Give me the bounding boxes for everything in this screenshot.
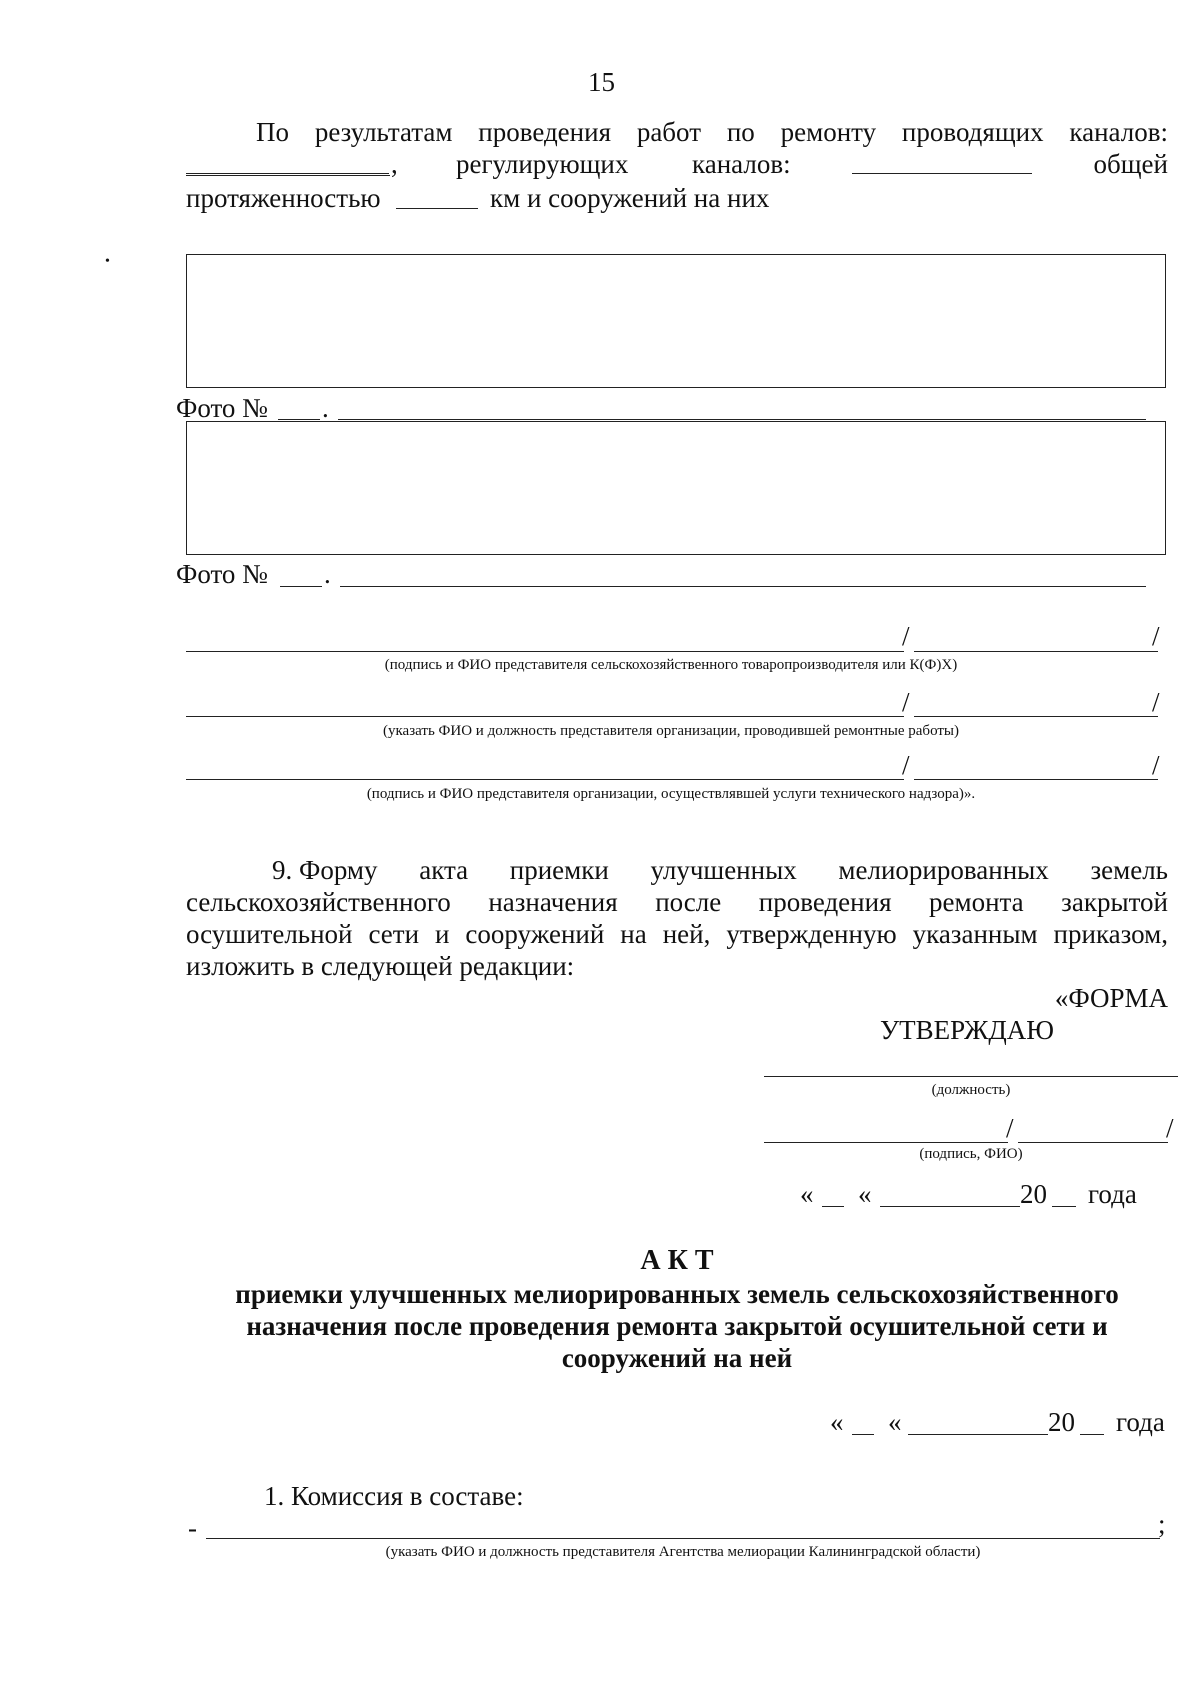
signature-2-slash-2: / <box>1152 687 1160 717</box>
approve-month-blank[interactable] <box>880 1206 1020 1207</box>
signature-2-slash-1: / <box>902 687 910 717</box>
act-subtitle-line-2: назначения после проведения ремонта закрытой осушительной сети и <box>246 1311 1108 1341</box>
length-blank[interactable] <box>396 208 478 209</box>
item9-word: после <box>655 887 722 917</box>
approve-signature-caption: (подпись, ФИО) <box>919 1146 1023 1162</box>
item9-word: приказом, <box>1053 919 1168 949</box>
photo-2-label: Фото № <box>176 559 268 589</box>
act-date-year-word: года <box>1116 1407 1165 1437</box>
approve-label: УТВЕРЖДАЮ <box>880 1015 1055 1045</box>
act-month-blank[interactable] <box>908 1434 1048 1435</box>
signature-3-blank[interactable] <box>186 779 904 780</box>
photo-box-1 <box>186 254 1166 388</box>
signature-3-caption: (подпись и ФИО представителя организации, осуществлявшей услуги технического надзора)». <box>366 786 976 802</box>
signature-3-name-blank[interactable] <box>914 779 1158 780</box>
position-blank[interactable] <box>764 1076 1178 1077</box>
signature-3-slash-1: / <box>902 750 910 780</box>
page-number: 15 <box>588 67 615 97</box>
intro-channels: каналов: <box>692 149 791 179</box>
item9-line-1 <box>272 854 1168 886</box>
item9-word: назначения <box>488 887 618 917</box>
item9-word: сельскохозяйственного <box>186 887 451 917</box>
approve-slash-2: / <box>1166 1113 1174 1143</box>
signature-1-blank[interactable] <box>186 651 904 652</box>
act-year-blank[interactable] <box>1080 1434 1104 1435</box>
item9-word: осушительной <box>186 919 353 949</box>
approve-name-blank[interactable] <box>1018 1142 1168 1143</box>
item9-word: земель <box>1090 855 1168 885</box>
stray-dot: • <box>105 254 110 269</box>
item9-word: сети <box>368 919 420 949</box>
item9-word: акта <box>419 855 469 885</box>
signature-1-name-blank[interactable] <box>914 651 1158 652</box>
form-label: «ФОРМА <box>1054 983 1168 1013</box>
intro-length-label: протяженностью <box>186 183 381 213</box>
act-date-open-quote: « <box>830 1407 844 1437</box>
item9-word: ремонта <box>929 887 1024 917</box>
signature-1-slash-2: / <box>1152 621 1160 651</box>
photo-1-dot: . <box>322 393 329 423</box>
signature-3-slash-2: / <box>1152 750 1160 780</box>
photo-1-caption-blank[interactable] <box>338 419 1146 420</box>
approve-date-close-quote: « <box>858 1179 872 1209</box>
regulating-channels-blank[interactable] <box>852 173 1032 174</box>
commission-heading: 1. Комиссия в составе: <box>264 1481 524 1511</box>
commission-member-blank[interactable] <box>206 1538 1160 1539</box>
photo-box-2 <box>186 421 1166 555</box>
act-title: А К Т <box>640 1245 714 1276</box>
item9-word: утвержденную <box>726 919 897 949</box>
position-caption: (должность) <box>931 1082 1011 1098</box>
approve-date-century: 20 <box>1020 1179 1047 1209</box>
photo-1-label: Фото № <box>176 393 268 423</box>
item9-word: сооружений <box>465 919 605 949</box>
act-date-century: 20 <box>1048 1407 1075 1437</box>
item9-word: приемки <box>509 855 609 885</box>
item9-word: мелиорированных <box>838 855 1049 885</box>
intro-total: общей <box>1093 149 1168 179</box>
signature-2-caption: (указать ФИО и должность представителя организации, проводившей ремонтные работы) <box>382 723 959 739</box>
item9-word: на <box>620 919 647 949</box>
commission-caption: (указать ФИО и должность представителя Агентства мелиорации Калининградской области) <box>385 1544 981 1560</box>
act-subtitle-line-1: приемки улучшенных мелиорированных земель сельскохозяйственного <box>235 1279 1119 1309</box>
approve-slash-1: / <box>1006 1113 1014 1143</box>
item9-word: ней, <box>662 919 711 949</box>
intro-comma: , <box>391 149 398 179</box>
item9-line-3 <box>186 918 1168 950</box>
act-subtitle-line-3: сооружений на ней <box>561 1343 793 1373</box>
signature-1-caption: (подпись и ФИО представителя сельскохозяйственного товаропроизводителя или К(Ф)Х) <box>384 657 958 673</box>
approve-signature-blank[interactable] <box>764 1142 1008 1143</box>
intro-line-1: По результатам проведения работ по ремонту проводящих каналов: <box>256 117 1168 147</box>
signature-2-blank[interactable] <box>186 716 904 717</box>
item9-word: указанным <box>912 919 1038 949</box>
signature-2-name-blank[interactable] <box>914 716 1158 717</box>
commission-semicolon: ; <box>1158 1509 1166 1539</box>
act-day-blank[interactable] <box>852 1434 874 1435</box>
signature-1-slash-1: / <box>902 621 910 651</box>
approve-date-open-quote: « <box>800 1179 814 1209</box>
approve-year-blank[interactable] <box>1052 1206 1076 1207</box>
item9-word: проведения <box>758 887 892 917</box>
item9-word: и <box>435 919 450 949</box>
commission-dash: - <box>188 1513 197 1543</box>
item9-line-2 <box>186 886 1168 918</box>
photo-2-number-blank[interactable] <box>280 586 322 587</box>
proving-channels-blank[interactable] <box>186 173 389 174</box>
approve-date-year-word: года <box>1088 1179 1137 1209</box>
act-date-close-quote: « <box>888 1407 902 1437</box>
intro-regulating: регулирующих <box>456 149 629 179</box>
photo-1-number-blank[interactable] <box>278 419 320 420</box>
photo-2-dot: . <box>324 559 331 589</box>
photo-2-caption-blank[interactable] <box>340 586 1146 587</box>
item9-word: 9. Форму <box>272 855 378 885</box>
item9-line-4: изложить в следующей редакции: <box>186 951 575 981</box>
item9-word: улучшенных <box>650 855 797 885</box>
item9-word: закрытой <box>1061 887 1168 917</box>
intro-length-unit: км и сооружений на них <box>490 183 770 213</box>
approve-day-blank[interactable] <box>822 1206 844 1207</box>
